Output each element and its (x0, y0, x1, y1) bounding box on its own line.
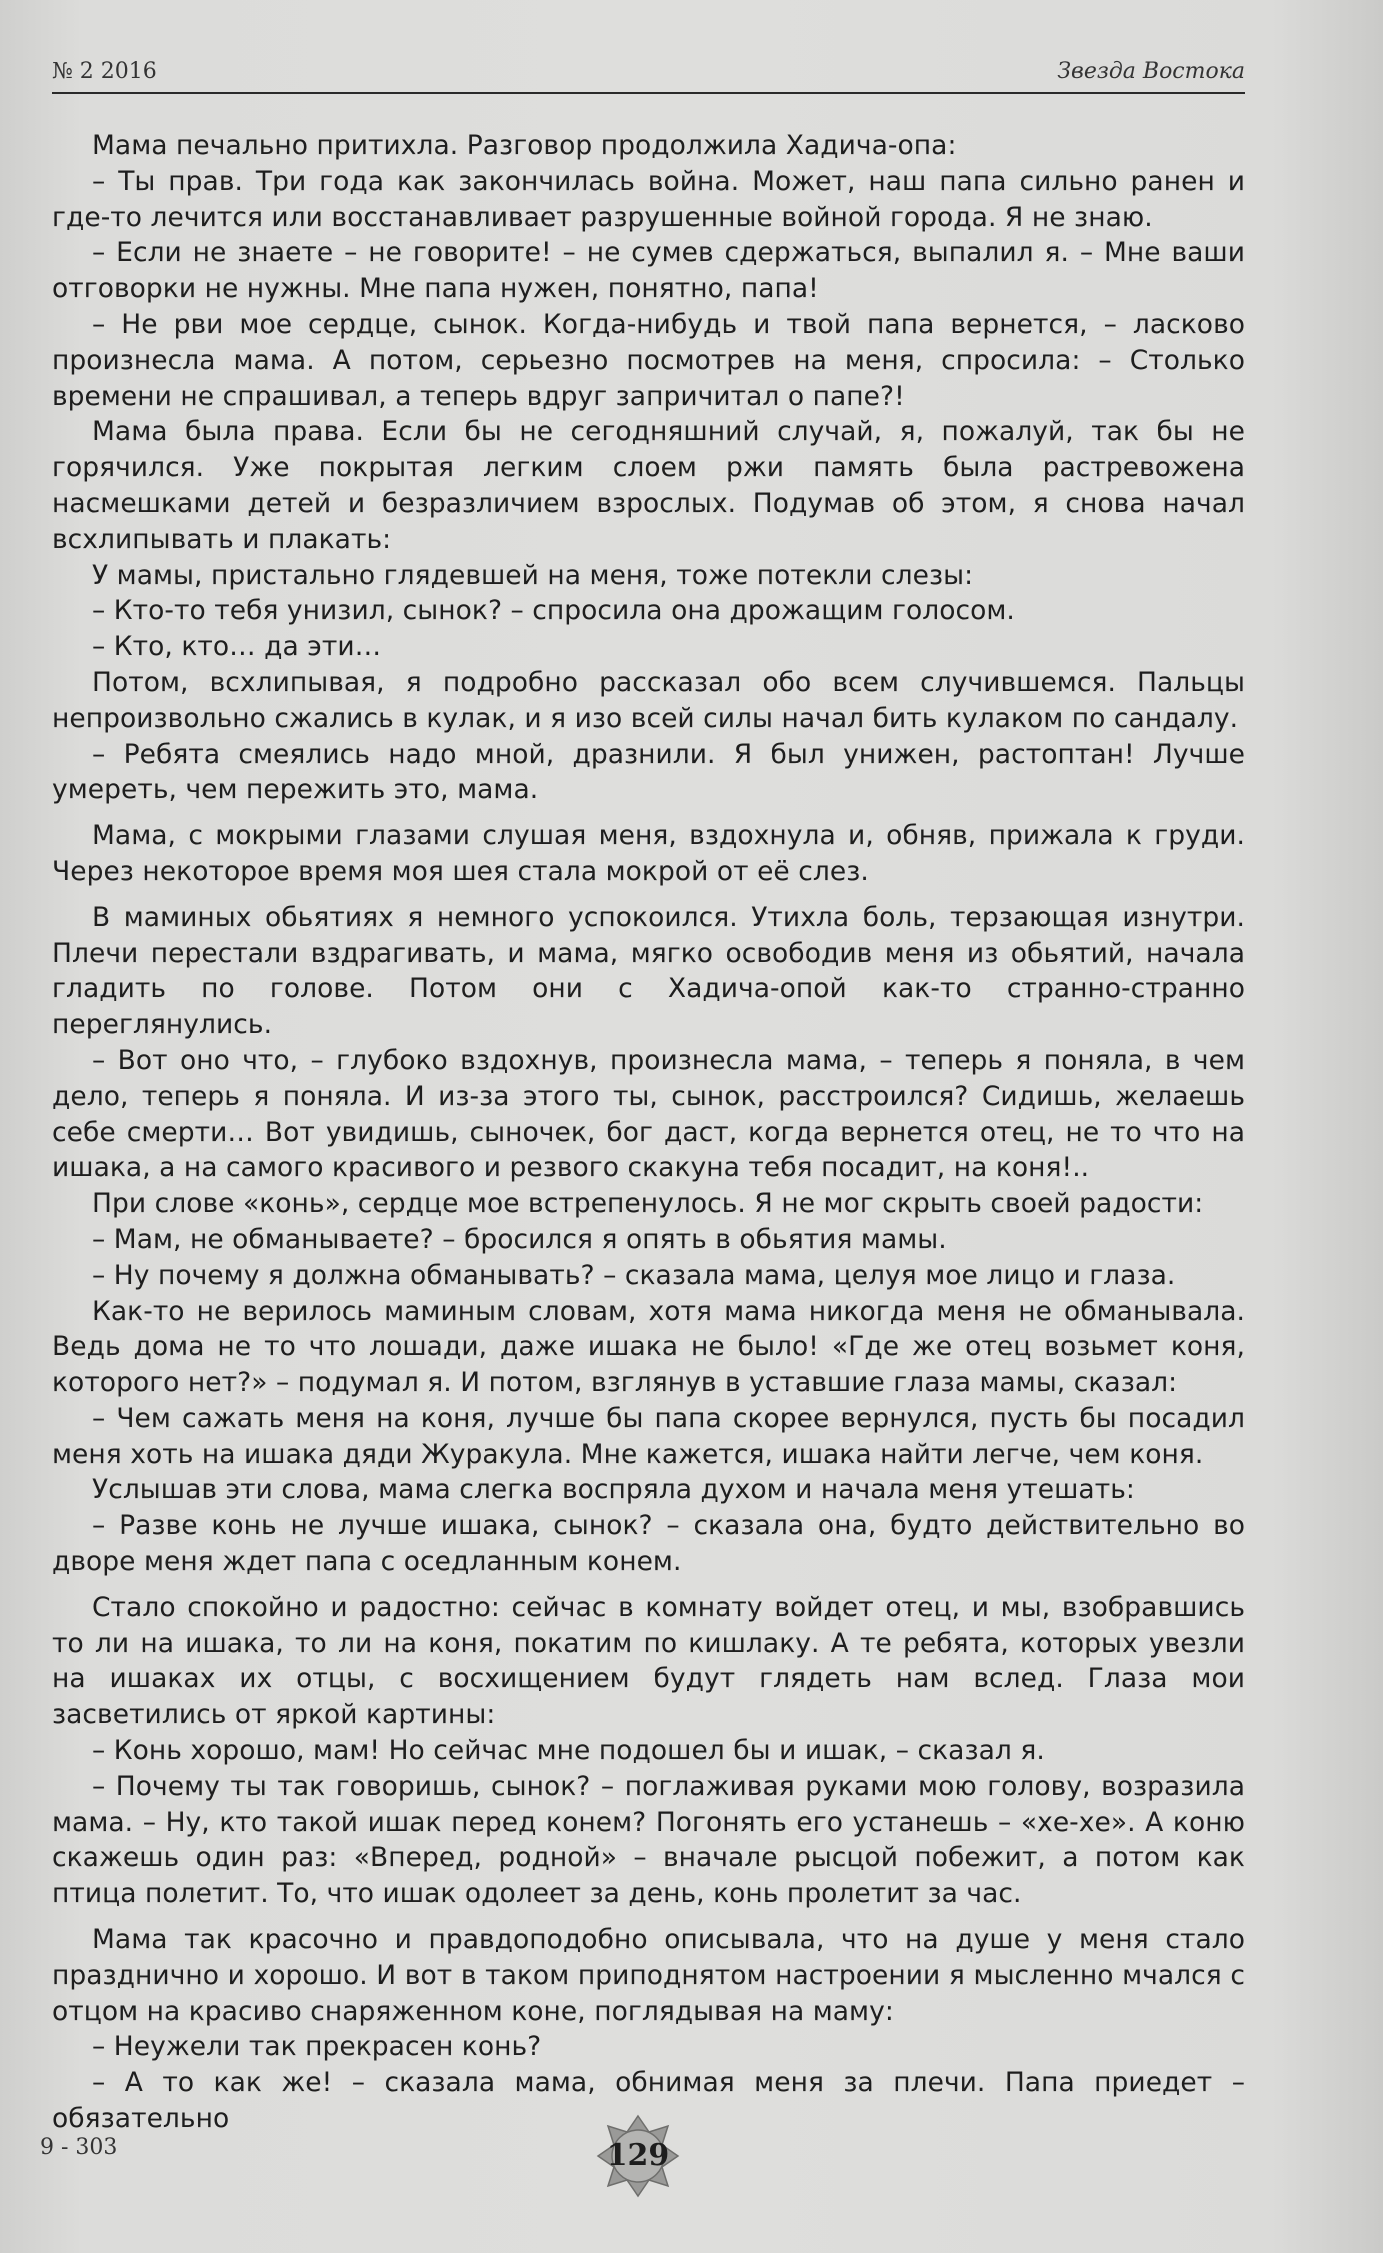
paragraph: Стало спокойно и радостно: сейчас в комнату войдет отец, и мы, взобравшись то ли на ишака, то ли на коня, покатим по кишлаку. А те ребята, которых увезли на ишаках их отцы, с восхищением будут глядеть нам вслед. Глаза мои засветились от яркой картины: (52, 1591, 1245, 1731)
running-header (52, 52, 1245, 94)
paragraph: Мама печально притихла. Разговор продолжила Хадича-опа: (92, 130, 957, 161)
paragraph: – Чем сажать меня на коня, лучше бы папа скорее вернулся, пусть бы посадил меня хоть на ишака дяди Журакула. Мне кажется, ишака найти легче, чем коня. (52, 1402, 1245, 1470)
paragraph: – Ребята смеялись надо мной, дразнили. Я был унижен, растоптан! Лучше умереть, чем пережить это, мама. (52, 738, 1245, 806)
paragraph: – Конь хорошо, мам! Но сейчас мне подошел бы и ишак, – сказал я. (92, 1735, 1045, 1767)
paragraph: – Вот оно что, – глубоко вздохнув, произнесла мама, – теперь я поняла, в чем дело, теперь я поняла. И из-за этого ты, сынок, расстроился? Сидишь, желаешь себе смерти… Вот увидишь, сыночек, бог даст, когда вернется отец, не то что на ишака, а на самого красивого и резвого скакуна тебя посадит, на коня!.. (52, 1044, 1245, 1184)
article-text (52, 128, 1245, 2137)
paragraph: – Разве конь не лучше ишака, сынок? – сказала она, будто действительно во дворе меня ждет папа с оседланным конем. (52, 1510, 1245, 1578)
issue-number: № 2 2016 (52, 59, 157, 84)
paragraph: Как-то не верилось маминым словам, хотя мама никогда меня не обманывала. Ведь дома не то что лошади, даже ишака не было! «Где же отец возьмет коня, которого нет?» – подумал я. И потом, взглянув в уставшие глаза мамы, сказал: (52, 1295, 1245, 1399)
journal-title: Звезда Востока (1057, 59, 1245, 84)
paragraph: – Ты прав. Три года как закончилась война. Может, наш папа сильно ранен и где-то лечится или восстанавливает разрушенные войной города. Я не знаю. (52, 165, 1245, 233)
paragraph: Потом, всхлипывая, я подробно рассказал обо всем случившемся. Пальцы непроизвольно сжались в кулак, и я изо всей силы начал бить кулаком по сандалу. (52, 666, 1245, 734)
paragraph: – Кто, кто… да эти… (92, 631, 382, 663)
paragraph: – Если не знаете – не говорите! – не сумев сдержаться, выпалил я. – Мне ваши отговорки не нужны. Мне папа нужен, понятно, папа! (52, 237, 1245, 305)
paragraph: – Не рви мое сердце, сынок. Когда-нибудь и твой папа вернется, – ласково произнесла мама. А потом, серьезно посмотрев на меня, спросила: – Столько времени не спрашивал, а теперь вдруг запричитал о папе?! (52, 308, 1245, 412)
page-number-ornament (594, 2112, 682, 2200)
paragraph: У мамы, пристально глядевшей на меня, тоже потекли слезы: (92, 559, 974, 591)
paragraph: Мама, с мокрыми глазами слушая меня, вздохнула и, обняв, прижала к груди. Через некоторое время моя шея стала мокрой от её слез. (52, 820, 1245, 887)
paragraph: – Мам, не обманываете? – бросился я опять в обьятия мамы. (92, 1223, 947, 1255)
paragraph: В маминых обьятиях я немного успокоился. Утихла боль, терзающая изнутри. Плечи перестали вздрагивать, и мама, мягко освободив меня из обьятий, начала гладить по голове. Потом они с Хадича-опой как-то странно-странно переглянулись. (52, 901, 1245, 1041)
paragraph: Услышав эти слова, мама слегка воспряла духом и начала меня утешать: (92, 1474, 1135, 1506)
paragraph: – Ну почему я должна обманывать? – сказала мама, целуя мое лицо и глаза. (92, 1259, 1176, 1291)
paragraph: – Кто-то тебя унизил, сынок? – спросила она дрожащим голосом. (92, 595, 1015, 627)
printer-signature: 9 - 303 (40, 2135, 118, 2160)
page-number: 129 (606, 2138, 670, 2173)
paragraph: – Почему ты так говоришь, сынок? – поглаживая руками мою голову, возразила мама. – Ну, кто такой ишак перед конем? Погонять его устанешь – «хе-хе». А коню скажешь один раз: «Вперед, родной» – вначале рысцой побежит, а потом как птица полетит. То, что ишак одолеет за день, конь пролетит за час. (52, 1770, 1245, 1910)
paragraph: Мама так красочно и правдоподобно описывала, что на душе у меня стало празднично и хорошо. И вот в таком приподнятом настроении я мысленно мчался с отцом на красиво снаряженном коне, поглядывая на маму: (52, 1924, 1245, 2027)
paragraph: – Неужели так прекрасен конь? (92, 2031, 542, 2063)
paragraph: При слове «конь», сердце мое встрепенулось. Я не мог скрыть своей радости: (92, 1188, 1204, 1220)
paragraph: Мама была права. Если бы не сегодняшний случай, я, пожалуй, так бы не горячился. Уже покрытая легким слоем ржи память была растревожена насмешками детей и безразличием взрослых. Подумав об этом, я снова начал всхлипывать и плакать: (52, 416, 1245, 555)
paragraph: – А то как же! – сказала мама, обнимая меня за плечи. Папа приедет – обязательно (52, 2067, 1245, 2135)
